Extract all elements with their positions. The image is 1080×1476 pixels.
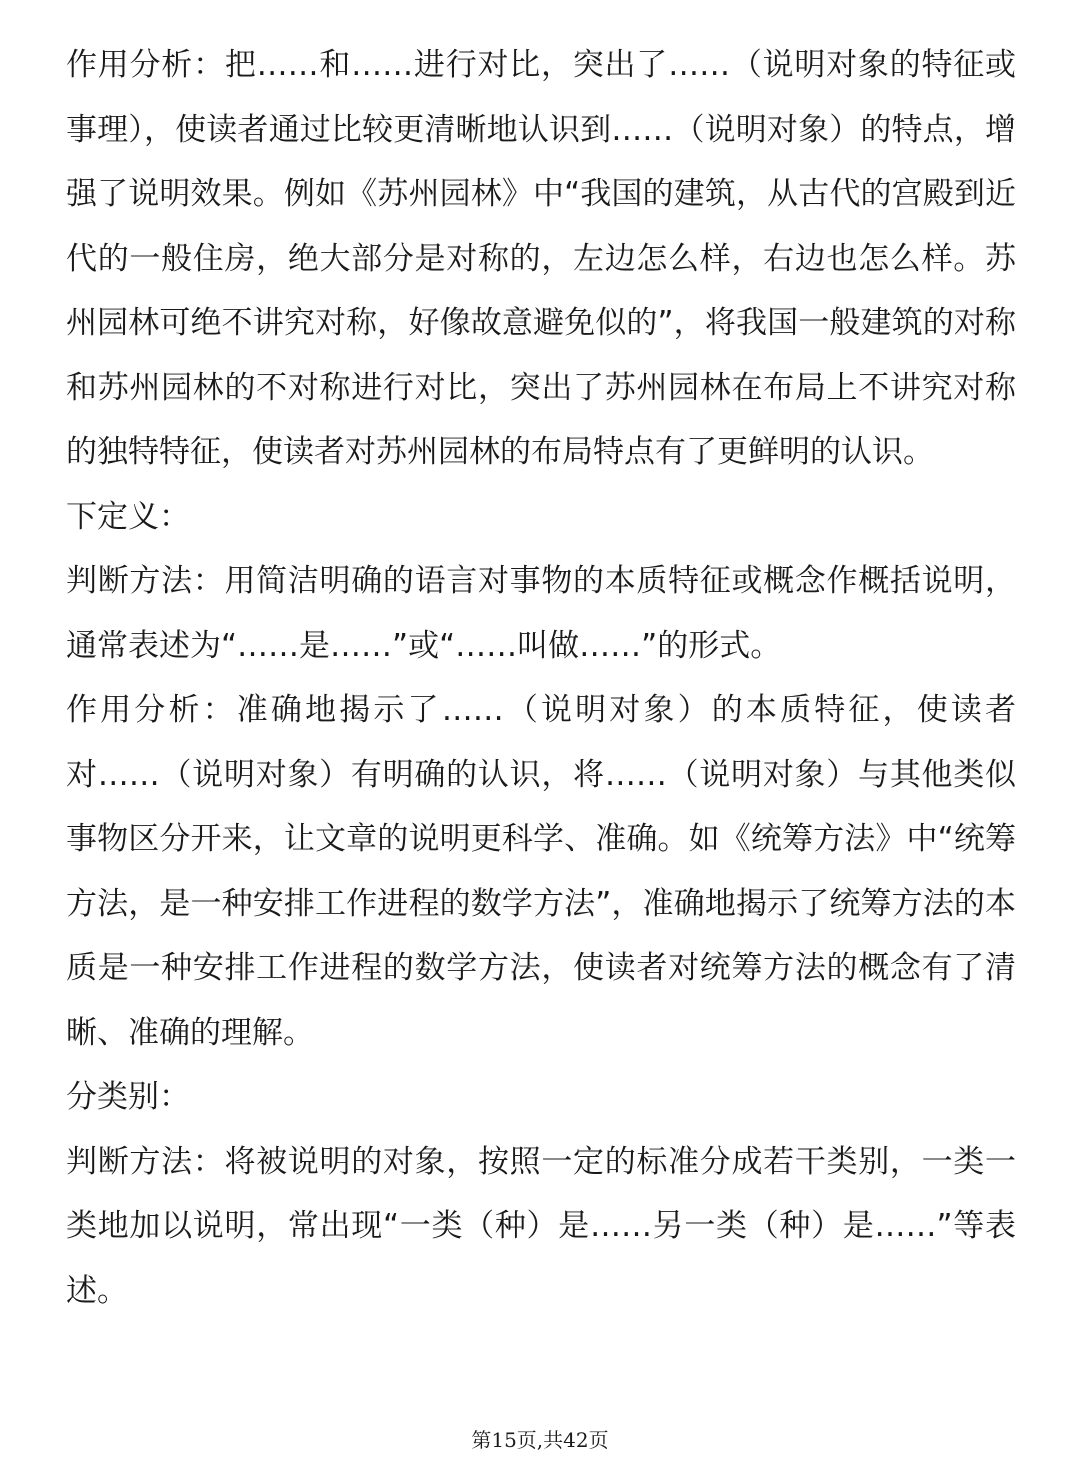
paragraph-definition-method: 判断方法：用简洁明确的语言对事物的本质特征或概念作概括说明，通常表述为“……是……”或“……叫做……”的形式。 [66,563,1016,664]
paragraph-contrast-effect: 作用分析：把……和……进行对比，突出了……（说明对象的特征或事理），使读者通过比较更清晰地认识到……（说明对象）的特点，增强了说明效果。例如《苏州园林》中“我国的建筑，从古代的宫殿到近代的一般住房，绝大部分是对称的，左边怎么样，右边也怎么样。苏州园林可绝不讲究对称，好像故意避免似的”，将我国一般建筑的对称和苏州园林的不对称进行对比，突出了苏州园林在布局上不讲究对称的独特特征，使读者对苏州园林的布局特点有了更鲜明的认识。 [66,47,1016,470]
paragraph-definition-effect: 作用分析：准确地揭示了……（说明对象）的本质特征，使读者对……（说明对象）有明确的认识，将……（说明对象）与其他类似事物区分开来，让文章的说明更科学、准确。如《统筹方法》中“统筹方法，是一种安排工作进程的数学方法”，准确地揭示了统筹方法的本质是一种安排工作进程的数学方法，使读者对统筹方法的概念有了清晰、准确的理解。 [66,692,1016,1051]
paragraph-classification-method: 判断方法：将被说明的对象，按照一定的标准分成若干类别，一类一类地加以说明，常出现“一类（种）是……另一类（种）是……”等表述。 [66,1143,1016,1309]
body-text [66,33,1016,1323]
heading-classification: 分类别： [66,1079,190,1115]
page-number: 第15页,共42页 [471,1428,609,1452]
heading-definition: 下定义： [66,498,190,535]
